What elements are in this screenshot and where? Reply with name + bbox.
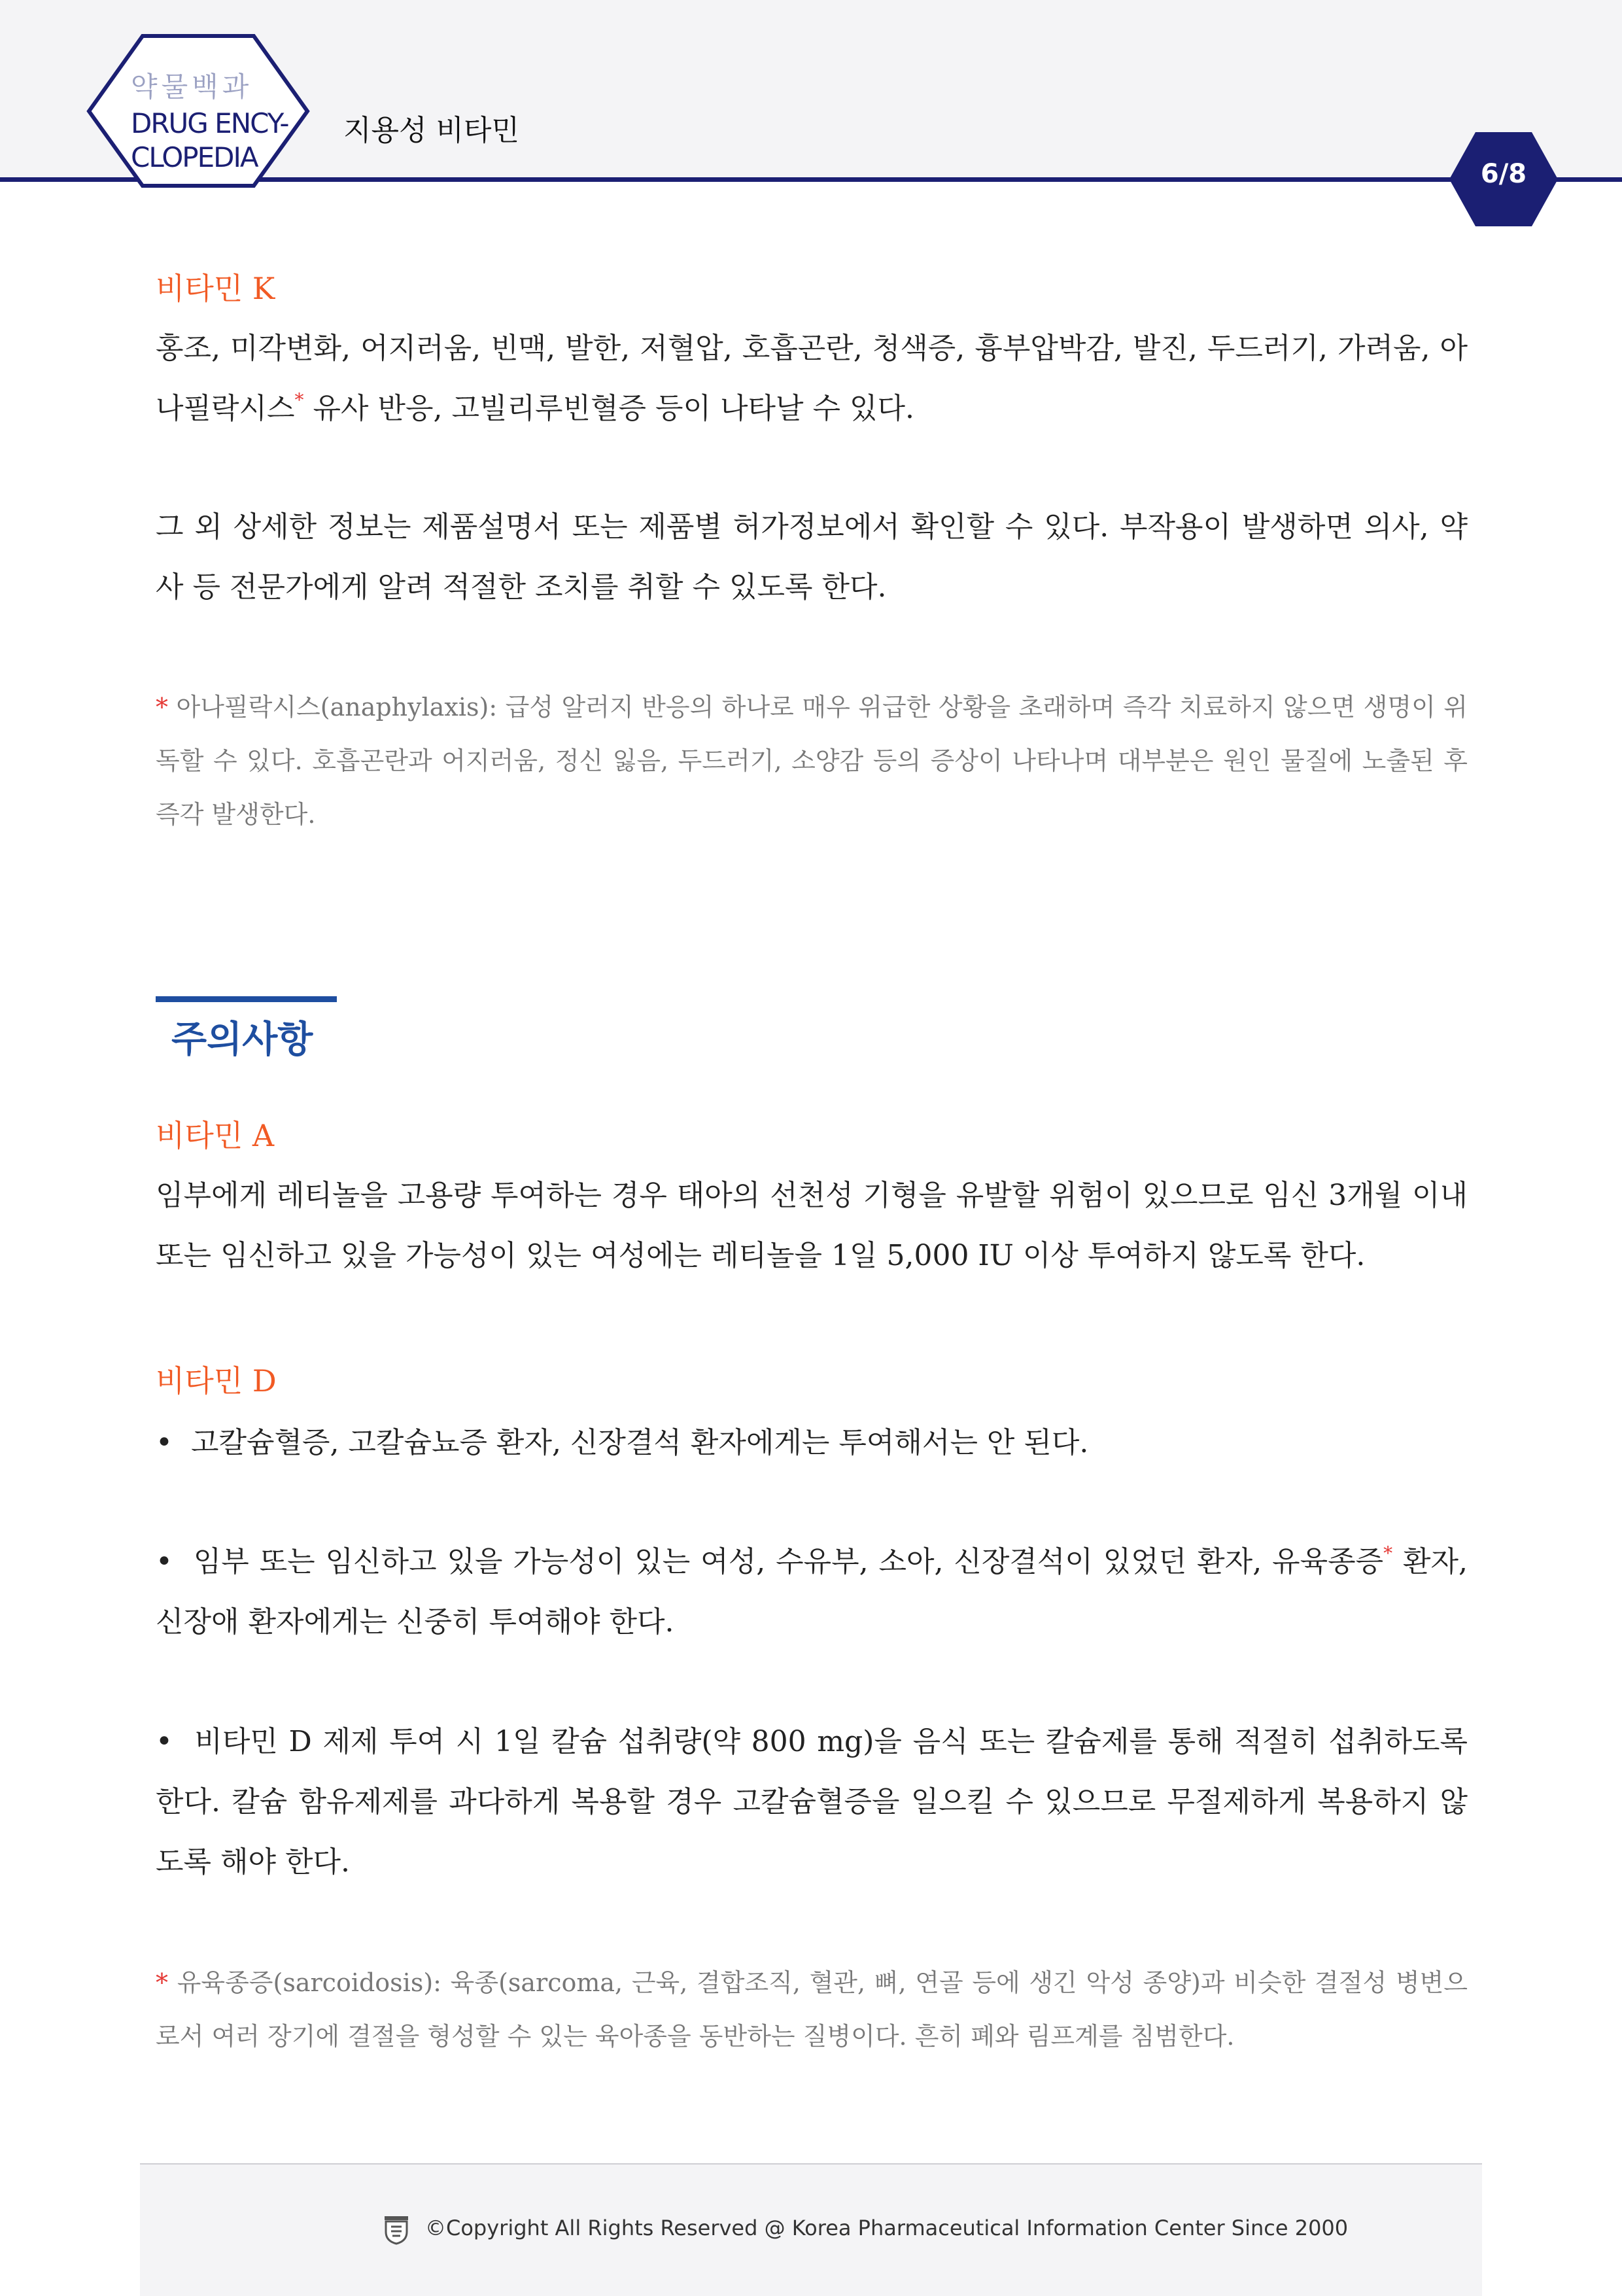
footnote-asterisk: * xyxy=(156,1968,168,1997)
vitamin-a-heading xyxy=(156,1112,1468,1155)
vitamin-k-text-part2: 유사 반응, 고빌리루빈혈증 등이 나타날 수 있다. xyxy=(303,392,914,425)
section-accent-bar xyxy=(156,996,337,1002)
logo-korean-text: 약물백과 xyxy=(131,71,253,103)
vitamin-d-bullet-1 xyxy=(156,1413,1468,1473)
vitamin-a-paragraph: 임부에게 레티놀을 고용량 투여하는 경우 태아의 선천성 기형을 유발할 위험이 있으므로 임신 3개월 이내 또는 임신하고 있을 가능성이 있는 여성에는 레티놀을 1일 5,000 IU 이상 투여하지 않도록 한다. xyxy=(156,1179,1468,1272)
footer-copyright: ©Copyright All Rights Reserved @ Korea Pharmaceutical Information Center Since 2000 xyxy=(425,2216,1349,2240)
vitamin-k-text-part1: 홍조, 미각변화, 어지러움, 빈맥, 발한, 저혈압, 호흡곤란, 청색증, 흉부압박감, 발진, 두드러기, 가려움, 아나필락시스 xyxy=(156,332,1468,425)
logo-english-text xyxy=(131,107,288,175)
vitamin-d-bullet-2-text-part2: 환자, 신장애 환자에게는 신중히 투여해야 한다. xyxy=(156,1545,1468,1639)
bullet-icon: • xyxy=(156,1545,173,1578)
anaphylaxis-footnote xyxy=(156,680,1468,841)
vitamin-d-bullet-3 xyxy=(156,1712,1468,1892)
sarcoidosis-footnote-text: 유육종증(sarcoidosis): 육종(sarcoma, 근육, 결합조직, 혈관, 뼈, 연골 등에 생긴 악성 종양)과 비슷한 결절성 병변으로서 여러 장기에 결절을 형성할 수 있는 육아종을 동반하는 질병이다. 흔히 폐와 림프계를 침범한다. xyxy=(156,1968,1468,2051)
vitamin-d-bullet-1-text: 고칼슘혈증, 고칼슘뇨증 환자, 신장결석 환자에게는 투여해서는 안 된다. xyxy=(190,1426,1089,1459)
vitamin-k-paragraph xyxy=(156,319,1468,439)
bullet-icon: • xyxy=(156,1725,173,1758)
vitamin-d-heading xyxy=(156,1357,1468,1400)
vitamin-d-bullet-2-text-part1: 임부 또는 임신하고 있을 가능성이 있는 여성, 수유부, 소아, 신장결석이 있었던 환자, 유육종증 xyxy=(193,1545,1384,1578)
more-info-paragraph: 그 외 상세한 정보는 제품설명서 또는 제품별 허가정보에서 확인할 수 있다. 부작용이 발생하면 의사, 약사 등 전문가에게 알려 적절한 조치를 취할 수 있도록 한다. xyxy=(156,510,1468,604)
sarcoidosis-footnote xyxy=(156,1956,1468,2063)
footnote-marker: * xyxy=(294,389,304,411)
vitamin-d-bullet-2 xyxy=(156,1532,1468,1652)
vitamin-k-heading-text: 비타민 K xyxy=(156,271,275,306)
kpic-shield-icon xyxy=(383,2215,409,2245)
vitamin-d-bullet-3-text: 비타민 D 제제 투여 시 1일 칼슘 섭취량(약 800 mg)을 음식 또는 칼슘제를 통해 적절히 섭취하도록 한다. 칼슘 함유제제를 과다하게 복용할 경우 고칼슘혈증을 일으킬 수 있으므로 무절제하게 복용하지 않도록 해야 한다. xyxy=(156,1725,1468,1879)
logo-english-line-1: DRUG ENCY- xyxy=(131,107,288,139)
vitamin-a-heading-text: 비타민 A xyxy=(156,1118,275,1153)
page-number: 6/8 xyxy=(1480,159,1527,189)
anaphylaxis-footnote-text: 아나필락시스(anaphylaxis): 급성 알러지 반응의 하나로 매우 위급한 상황을 초래하며 즉각 치료하지 않으면 생명이 위독할 수 있다. 호흡곤란과 어지러움, 정신 잃음, 두드러기, 소양감 등의 증상이 나타나며 대부분은 원인 물질에 노출된 후 즉각 발생한다. xyxy=(156,693,1468,829)
vitamin-k-heading xyxy=(156,265,1468,308)
logo-english-line-2: CLOPEDIA xyxy=(131,141,258,173)
section-title: 주의사항 xyxy=(171,1018,313,1061)
bullet-icon: • xyxy=(156,1426,173,1459)
document-title: 지용성 비타민 xyxy=(343,114,520,147)
footnote-marker: * xyxy=(1383,1542,1393,1564)
footnote-asterisk: * xyxy=(156,693,168,722)
vitamin-d-heading-text: 비타민 D xyxy=(156,1363,277,1399)
